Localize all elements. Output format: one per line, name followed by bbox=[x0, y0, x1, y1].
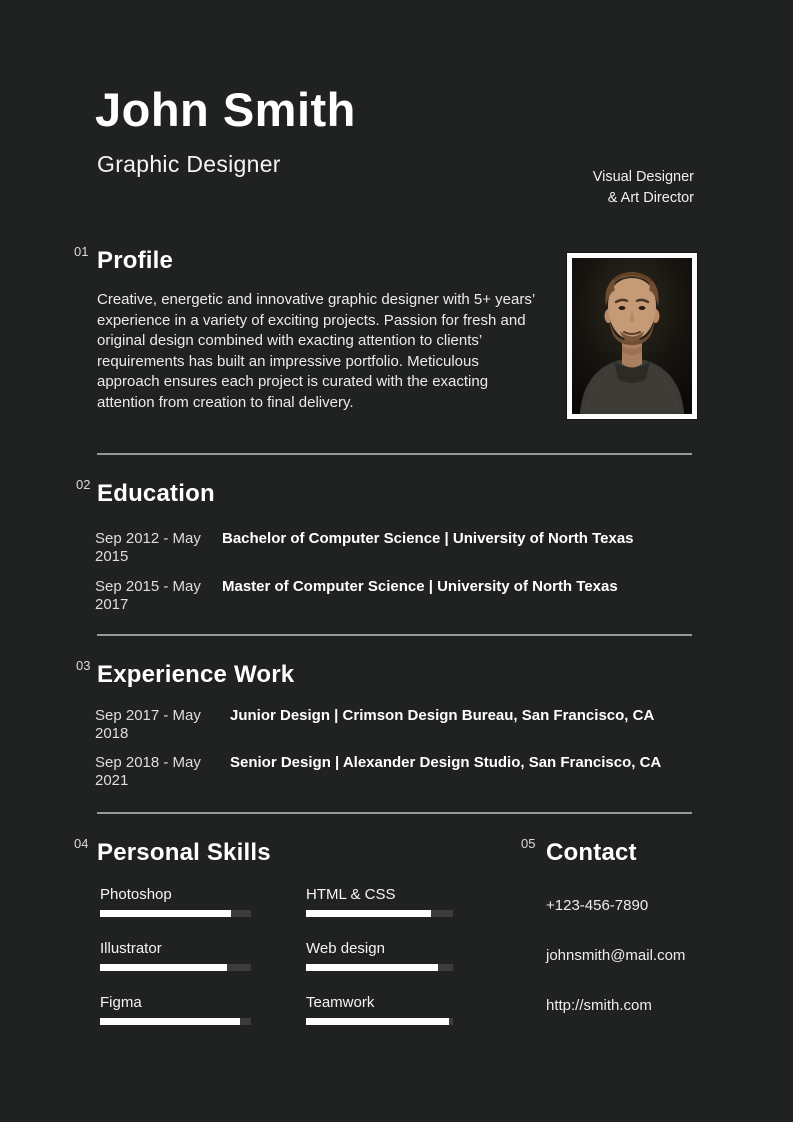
experience-entry bbox=[95, 754, 661, 790]
skill-label: Figma bbox=[100, 994, 142, 1011]
header-tagline bbox=[593, 167, 694, 209]
tagline-line-2: & Art Director bbox=[607, 190, 694, 206]
education-dates: Sep 2015 - May 2017 bbox=[95, 578, 201, 613]
skill-progress-track bbox=[306, 910, 453, 917]
education-description: Bachelor of Computer Science | University of North Texas bbox=[222, 530, 634, 547]
section-number-profile: 01 bbox=[74, 244, 89, 259]
contact-email: johnsmith@mail.com bbox=[546, 947, 686, 964]
experience-description: Junior Design | Crimson Design Bureau, San Francisco, CA bbox=[230, 707, 655, 724]
skills-column-left bbox=[100, 886, 251, 1048]
person-name: John Smith bbox=[95, 83, 356, 136]
education-entry bbox=[95, 578, 618, 614]
experience-dates: Sep 2018 - May 2021 bbox=[95, 754, 201, 789]
section-divider bbox=[97, 634, 692, 636]
experience-entry bbox=[95, 707, 654, 743]
tagline-line-1: Visual Designer bbox=[592, 169, 694, 185]
section-heading-profile: Profile bbox=[97, 247, 174, 274]
contact-website: http://smith.com bbox=[546, 997, 652, 1014]
skill-progress-track bbox=[100, 1018, 251, 1025]
section-heading-skills: Personal Skills bbox=[97, 839, 271, 866]
skill-label: Photoshop bbox=[100, 886, 172, 903]
skill-progress-track bbox=[306, 1018, 453, 1025]
section-heading-contact: Contact bbox=[546, 839, 637, 866]
section-number-skills: 04 bbox=[74, 836, 89, 851]
portrait-illustration bbox=[572, 258, 692, 414]
skill-label: Web design bbox=[306, 940, 385, 957]
contact-list bbox=[546, 897, 685, 1047]
section-divider bbox=[97, 453, 692, 455]
section-number-contact: 05 bbox=[521, 836, 536, 851]
skill-item bbox=[306, 886, 453, 917]
skill-item bbox=[100, 886, 251, 917]
skill-item bbox=[100, 940, 251, 971]
skill-progress-fill bbox=[306, 910, 431, 917]
skill-progress-fill bbox=[306, 1018, 449, 1025]
skill-progress-track bbox=[100, 910, 251, 917]
skill-label: HTML & CSS bbox=[306, 886, 396, 903]
profile-photo bbox=[567, 253, 697, 419]
skill-item bbox=[100, 994, 251, 1025]
skill-progress-fill bbox=[100, 964, 227, 971]
skill-progress-fill bbox=[306, 964, 438, 971]
contact-phone: +123-456-7890 bbox=[546, 897, 649, 914]
skill-progress-track bbox=[100, 964, 251, 971]
education-description: Master of Computer Science | University of North Texas bbox=[222, 578, 618, 595]
experience-dates: Sep 2017 - May 2018 bbox=[95, 707, 201, 742]
skill-label: Illustrator bbox=[100, 940, 162, 957]
experience-description: Senior Design | Alexander Design Studio, San Francisco, CA bbox=[230, 754, 662, 771]
person-job-title: Graphic Designer bbox=[97, 151, 281, 177]
education-dates: Sep 2012 - May 2015 bbox=[95, 530, 201, 565]
section-number-education: 02 bbox=[76, 477, 91, 492]
profile-summary-text: Creative, energetic and innovative graphic designer with 5+ years’ experience in a variety of exciting projects. Passion for fresh and original design combined with exacting attention to clients’ requirements has built an impressive portfolio. Meticulous approach ensures each project is curated with the exacting attention from creation to final delivery. bbox=[97, 291, 535, 411]
skill-item bbox=[306, 940, 453, 971]
section-heading-education: Education bbox=[97, 480, 215, 507]
education-entry bbox=[95, 530, 634, 566]
skill-progress-fill bbox=[100, 910, 231, 917]
skills-column-right bbox=[306, 886, 453, 1048]
section-heading-experience: Experience Work bbox=[97, 661, 295, 688]
skill-item bbox=[306, 994, 453, 1025]
section-divider bbox=[97, 812, 692, 814]
section-number-experience: 03 bbox=[76, 658, 91, 673]
skill-label: Teamwork bbox=[306, 994, 375, 1011]
skill-progress-fill bbox=[100, 1018, 240, 1025]
skill-progress-track bbox=[306, 964, 453, 971]
